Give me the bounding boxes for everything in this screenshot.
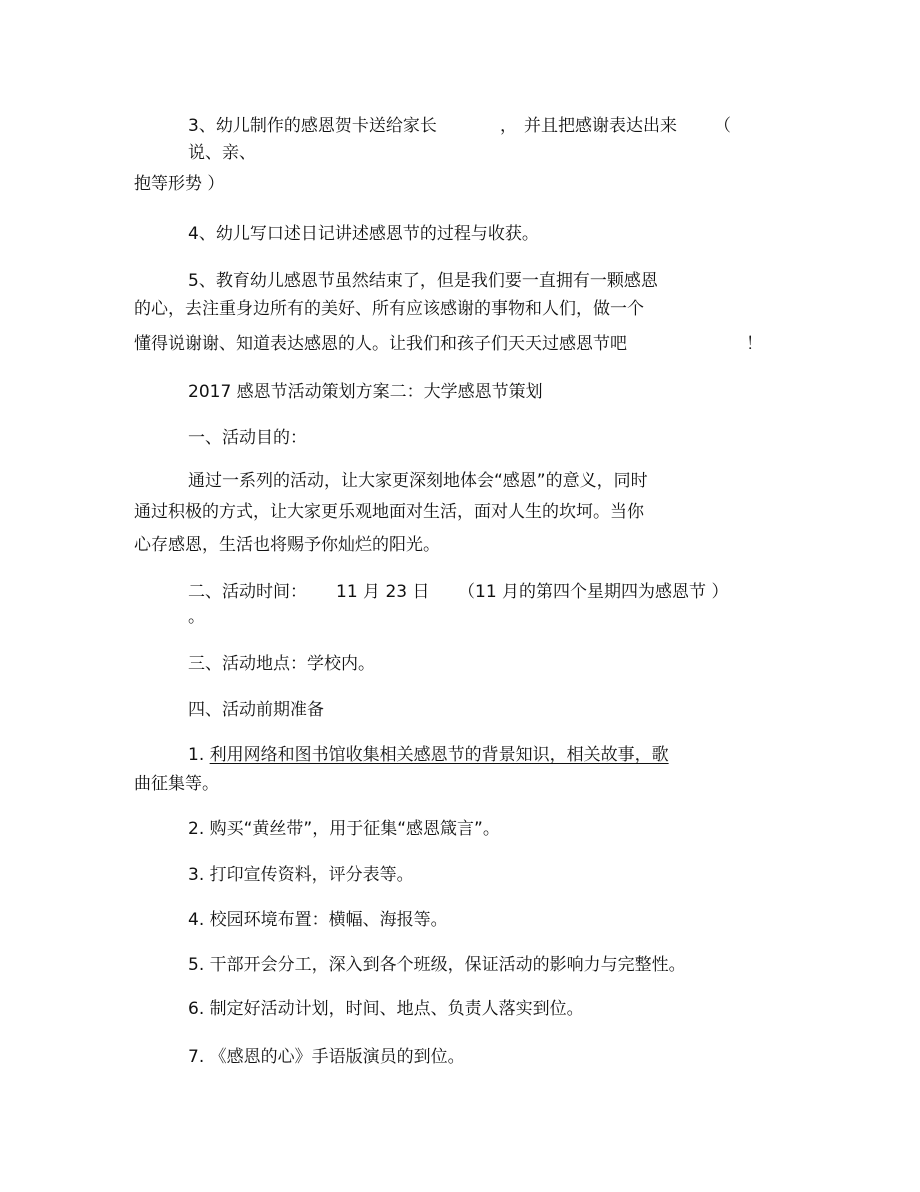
section4-heading: 四、活动前期准备 (188, 700, 324, 720)
prep-item-1-line2: 曲征集等。 (134, 774, 219, 794)
section1-line3: 心存感恩，生活也将赐予你灿烂的阳光。 (134, 535, 440, 555)
item5-exclaim: ！ (746, 334, 763, 354)
section3-text: 三、活动地点：学校内。 (188, 654, 375, 674)
plan-title: 2017 感恩节活动策划方案二：大学感恩节策划 (188, 382, 543, 402)
prep-item-5: 5. 干部开会分工，深入到各个班级，保证活动的影响力与完整性。 (188, 955, 686, 975)
item5-line3: 懂得说谢谢、知道表达感恩的人。让我们和孩子们天天过感恩节吧 (134, 334, 627, 354)
prep-item-7: 7. 《感恩的心》手语版演员的到位。 (188, 1047, 465, 1067)
item3-line2: 说、亲、 (188, 143, 256, 163)
item3-text-a: 3、幼儿制作的感恩贺卡送给家长 (188, 116, 437, 136)
item3-line3: 抱等形势 ） (134, 174, 225, 194)
item3-comma: ， (500, 116, 517, 136)
prep-item-1-prefix: 1. (188, 745, 210, 765)
item3-text-b: 并且把感谢表达出来 (524, 116, 677, 136)
section1-heading: 一、活动目的： (188, 428, 307, 448)
item3-paren-open: （ (714, 116, 731, 136)
section2-note: （11 月的第四个星期四为感恩节 ） (458, 582, 729, 602)
prep-item-1 (188, 744, 669, 766)
prep-item-4: 4. 校园环境布置：横幅、海报等。 (188, 910, 448, 930)
item4-text: 4、幼儿写口述日记讲述感恩节的过程与收获。 (188, 224, 539, 244)
section2-date: 11 月 23 日 (336, 582, 430, 602)
section2-end: 。 (188, 607, 205, 627)
prep-item-1-underlined: 利用网络和图书馆收集相关感恩节的背景知识，相关故事，歌 (209, 745, 669, 765)
section2-label: 二、活动时间： (188, 582, 307, 602)
prep-item-3: 3. 打印宣传资料，评分表等。 (188, 865, 414, 885)
item5-line2: 的心，去注重身边所有的美好、所有应该感谢的事物和人们，做一个 (134, 299, 644, 319)
section1-line1: 通过一系列的活动，让大家更深刻地体会“感恩”的意义，同时 (188, 471, 648, 491)
prep-item-6: 6. 制定好活动计划，时间、地点、负责人落实到位。 (188, 999, 584, 1019)
item5-line1: 5、教育幼儿感恩节虽然结束了，但是我们要一直拥有一颗感恩 (188, 271, 658, 291)
prep-item-2: 2. 购买“黄丝带”，用于征集“感恩箴言”。 (188, 819, 500, 839)
section1-line2: 通过积极的方式，让大家更乐观地面对生活，面对人生的坎坷。当你 (134, 502, 644, 522)
